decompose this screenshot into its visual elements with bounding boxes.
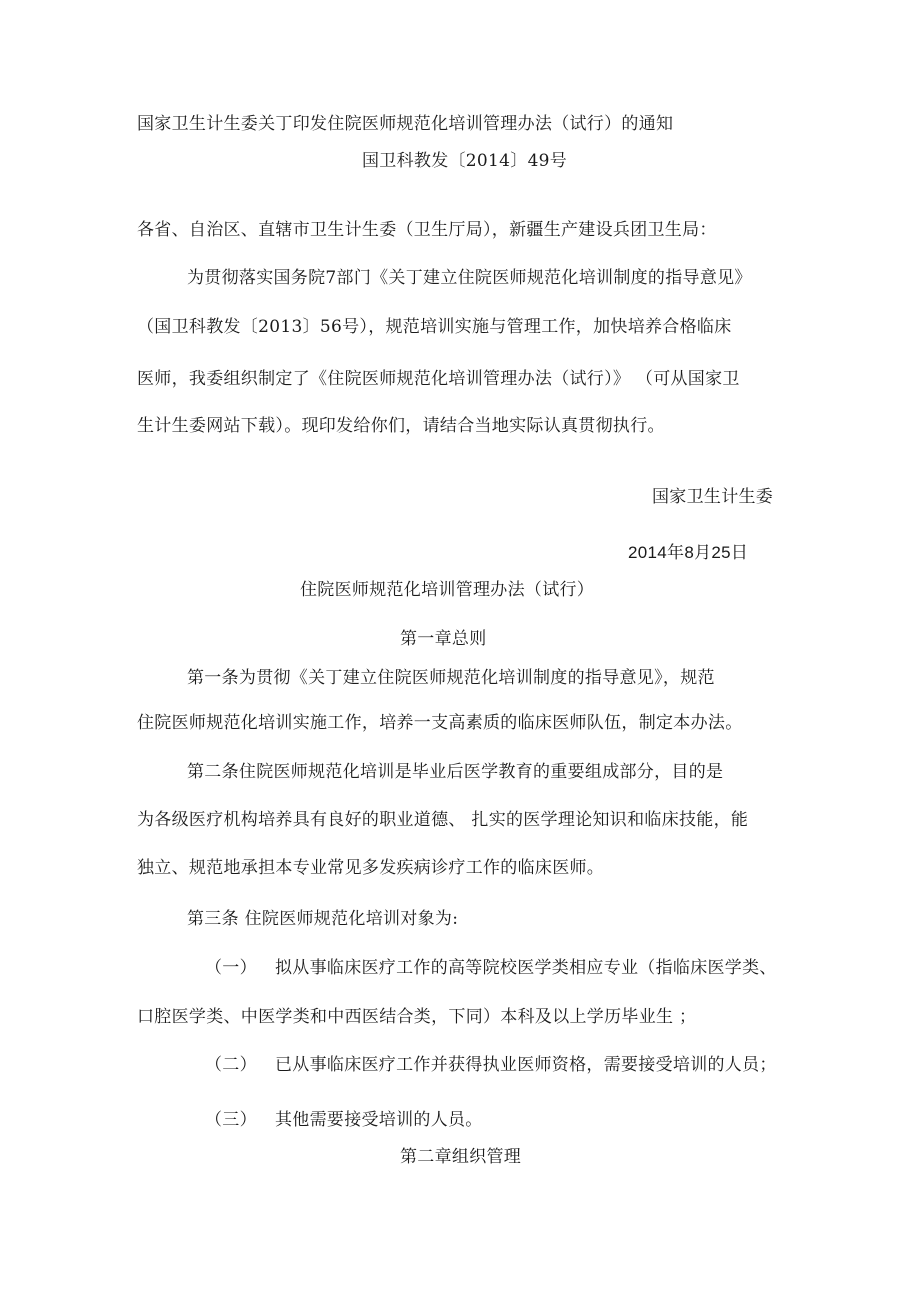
article-line: 为各级医疗机构培养具有良好的职业道德、 扎实的医学理论知识和临床技能，能	[137, 810, 749, 830]
list-item-text: 口腔医学类、中医学类和中西医结合类，下同）本科及以上学历毕业生 ；	[137, 1007, 697, 1027]
article-line: 第三条 住院医师规范化培训对象为:	[187, 909, 459, 929]
article-line: 独立、规范地承担本专业常见多发疾病诊疗工作的临床医师。	[137, 858, 605, 878]
addressee: 各省、自治区、直辖市卫生计生委（卫生厅局），新疆生产建设兵团卫生局：	[137, 220, 717, 240]
body-line: （国卫科教发〔2013〕56号），规范培训实施与管理工作，加快培养合格临床	[137, 317, 732, 337]
measures-title: 住院医师规范化培训管理办法（试行）	[300, 580, 595, 600]
body-line: 生计生委网站下载）。现印发给你们，请结合当地实际认真贯彻执行。	[137, 416, 665, 436]
chapter-heading: 第一章总则	[400, 629, 487, 649]
body-line: 医师，我委组织制定了《住院医师规范化培训管理办法（试行）》 （可从国家卫	[137, 369, 740, 389]
issuer: 国家卫生计生委	[652, 487, 774, 507]
list-item-text: 已从事临床医疗工作并获得执业医师资格，需要接受培训的人员；	[275, 1055, 777, 1075]
article-line: 住院医师规范化培训实施工作，培养一支高素质的临床医师队伍，制定本办法。	[137, 713, 743, 733]
issue-date: 2014年8月25日	[628, 543, 749, 562]
body-line: 为贯彻落实国务院7部门《关丁建立住院医师规范化培训制度的指导意见》	[187, 268, 752, 288]
list-marker: （一）	[205, 958, 257, 978]
doc-number: 国卫科教发〔2014〕49号	[362, 151, 568, 171]
article-line: 第二条住院医师规范化培训是毕业后医学教育的重要组成部分，目的是	[187, 762, 724, 782]
list-marker: （二）	[205, 1055, 257, 1075]
notice-title: 国家卫生计生委关丁印发住院医师规范化培训管理办法（试行）的通知	[137, 114, 674, 134]
article-line: 第一条为贯彻《关丁建立住院医师规范化培训制度的指导意见》，规范	[187, 668, 715, 688]
chapter-heading: 第二章组织管理	[400, 1147, 522, 1167]
list-marker: （三）	[205, 1110, 257, 1130]
list-item-text: 拟从事临床医疗工作的高等院校医学类相应专业（指临床医学类、	[275, 958, 777, 978]
list-item-text: 其他需要接受培训的人员。	[275, 1110, 483, 1130]
